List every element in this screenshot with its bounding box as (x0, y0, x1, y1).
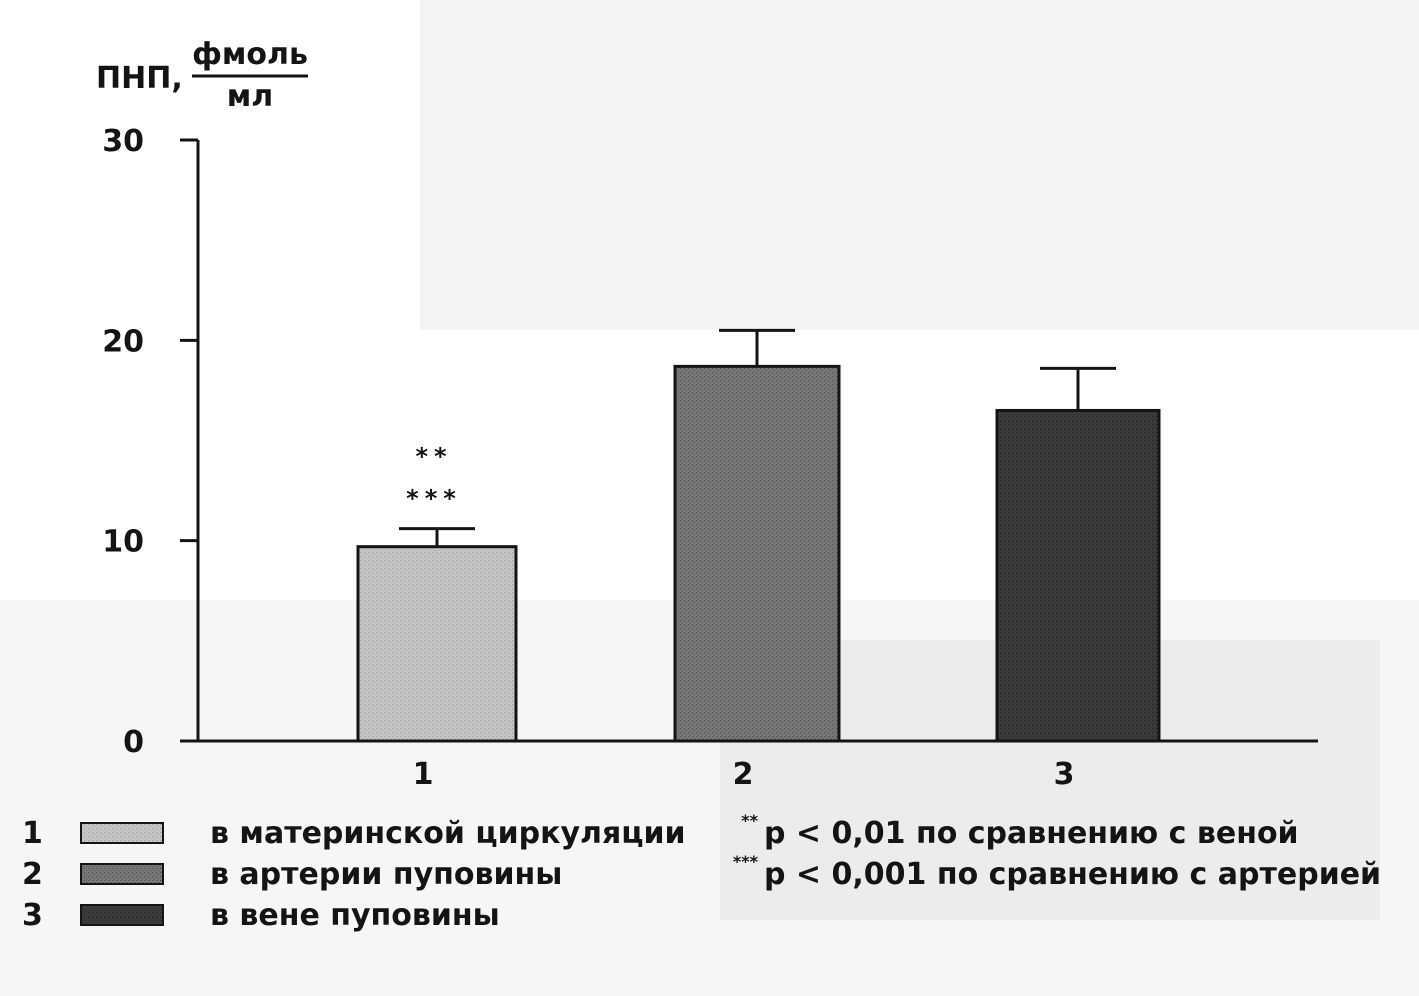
significance-stars: ** (415, 442, 453, 471)
note-text: р < 0,01 по сравнению с веной (764, 816, 1299, 851)
legend-swatch (81, 905, 163, 925)
legend-swatch (81, 864, 163, 884)
legend (22, 816, 686, 933)
y-tick-label: 0 (123, 725, 144, 760)
legend-number: 3 (22, 898, 43, 933)
y-tick-label: 30 (102, 124, 144, 159)
x-tick-label: 3 (1053, 757, 1075, 792)
x-tick-label: 1 (412, 757, 434, 792)
note-stars: *** (732, 852, 758, 871)
legend-number: 1 (22, 816, 43, 851)
y-axis-unit-denominator: мл (226, 79, 274, 114)
note-stars: ** (741, 811, 758, 830)
bars (358, 366, 1159, 741)
bar-2 (675, 366, 839, 741)
legend-label: в артерии пуповины (210, 857, 563, 892)
bar-3 (997, 410, 1159, 741)
significance-notes (733, 811, 1381, 892)
y-ticks (102, 124, 198, 760)
bar-1 (358, 547, 516, 741)
significance-stars: *** (406, 484, 462, 513)
note-text: р < 0,001 по сравнению с артерией (764, 857, 1382, 892)
legend-number: 2 (22, 857, 43, 892)
y-axis-label: ПНП, (96, 61, 183, 96)
significance-annotations (406, 443, 462, 513)
legend-label: в материнской циркуляции (210, 816, 686, 851)
y-tick-label: 20 (102, 324, 144, 360)
x-tick-label: 2 (732, 757, 754, 792)
category-labels (413, 757, 1075, 792)
y-tick-label: 10 (102, 524, 144, 560)
legend-label: в вене пуповины (210, 898, 500, 933)
legend-swatch (81, 823, 163, 843)
y-axis-unit-numerator: фмоль (192, 37, 308, 72)
